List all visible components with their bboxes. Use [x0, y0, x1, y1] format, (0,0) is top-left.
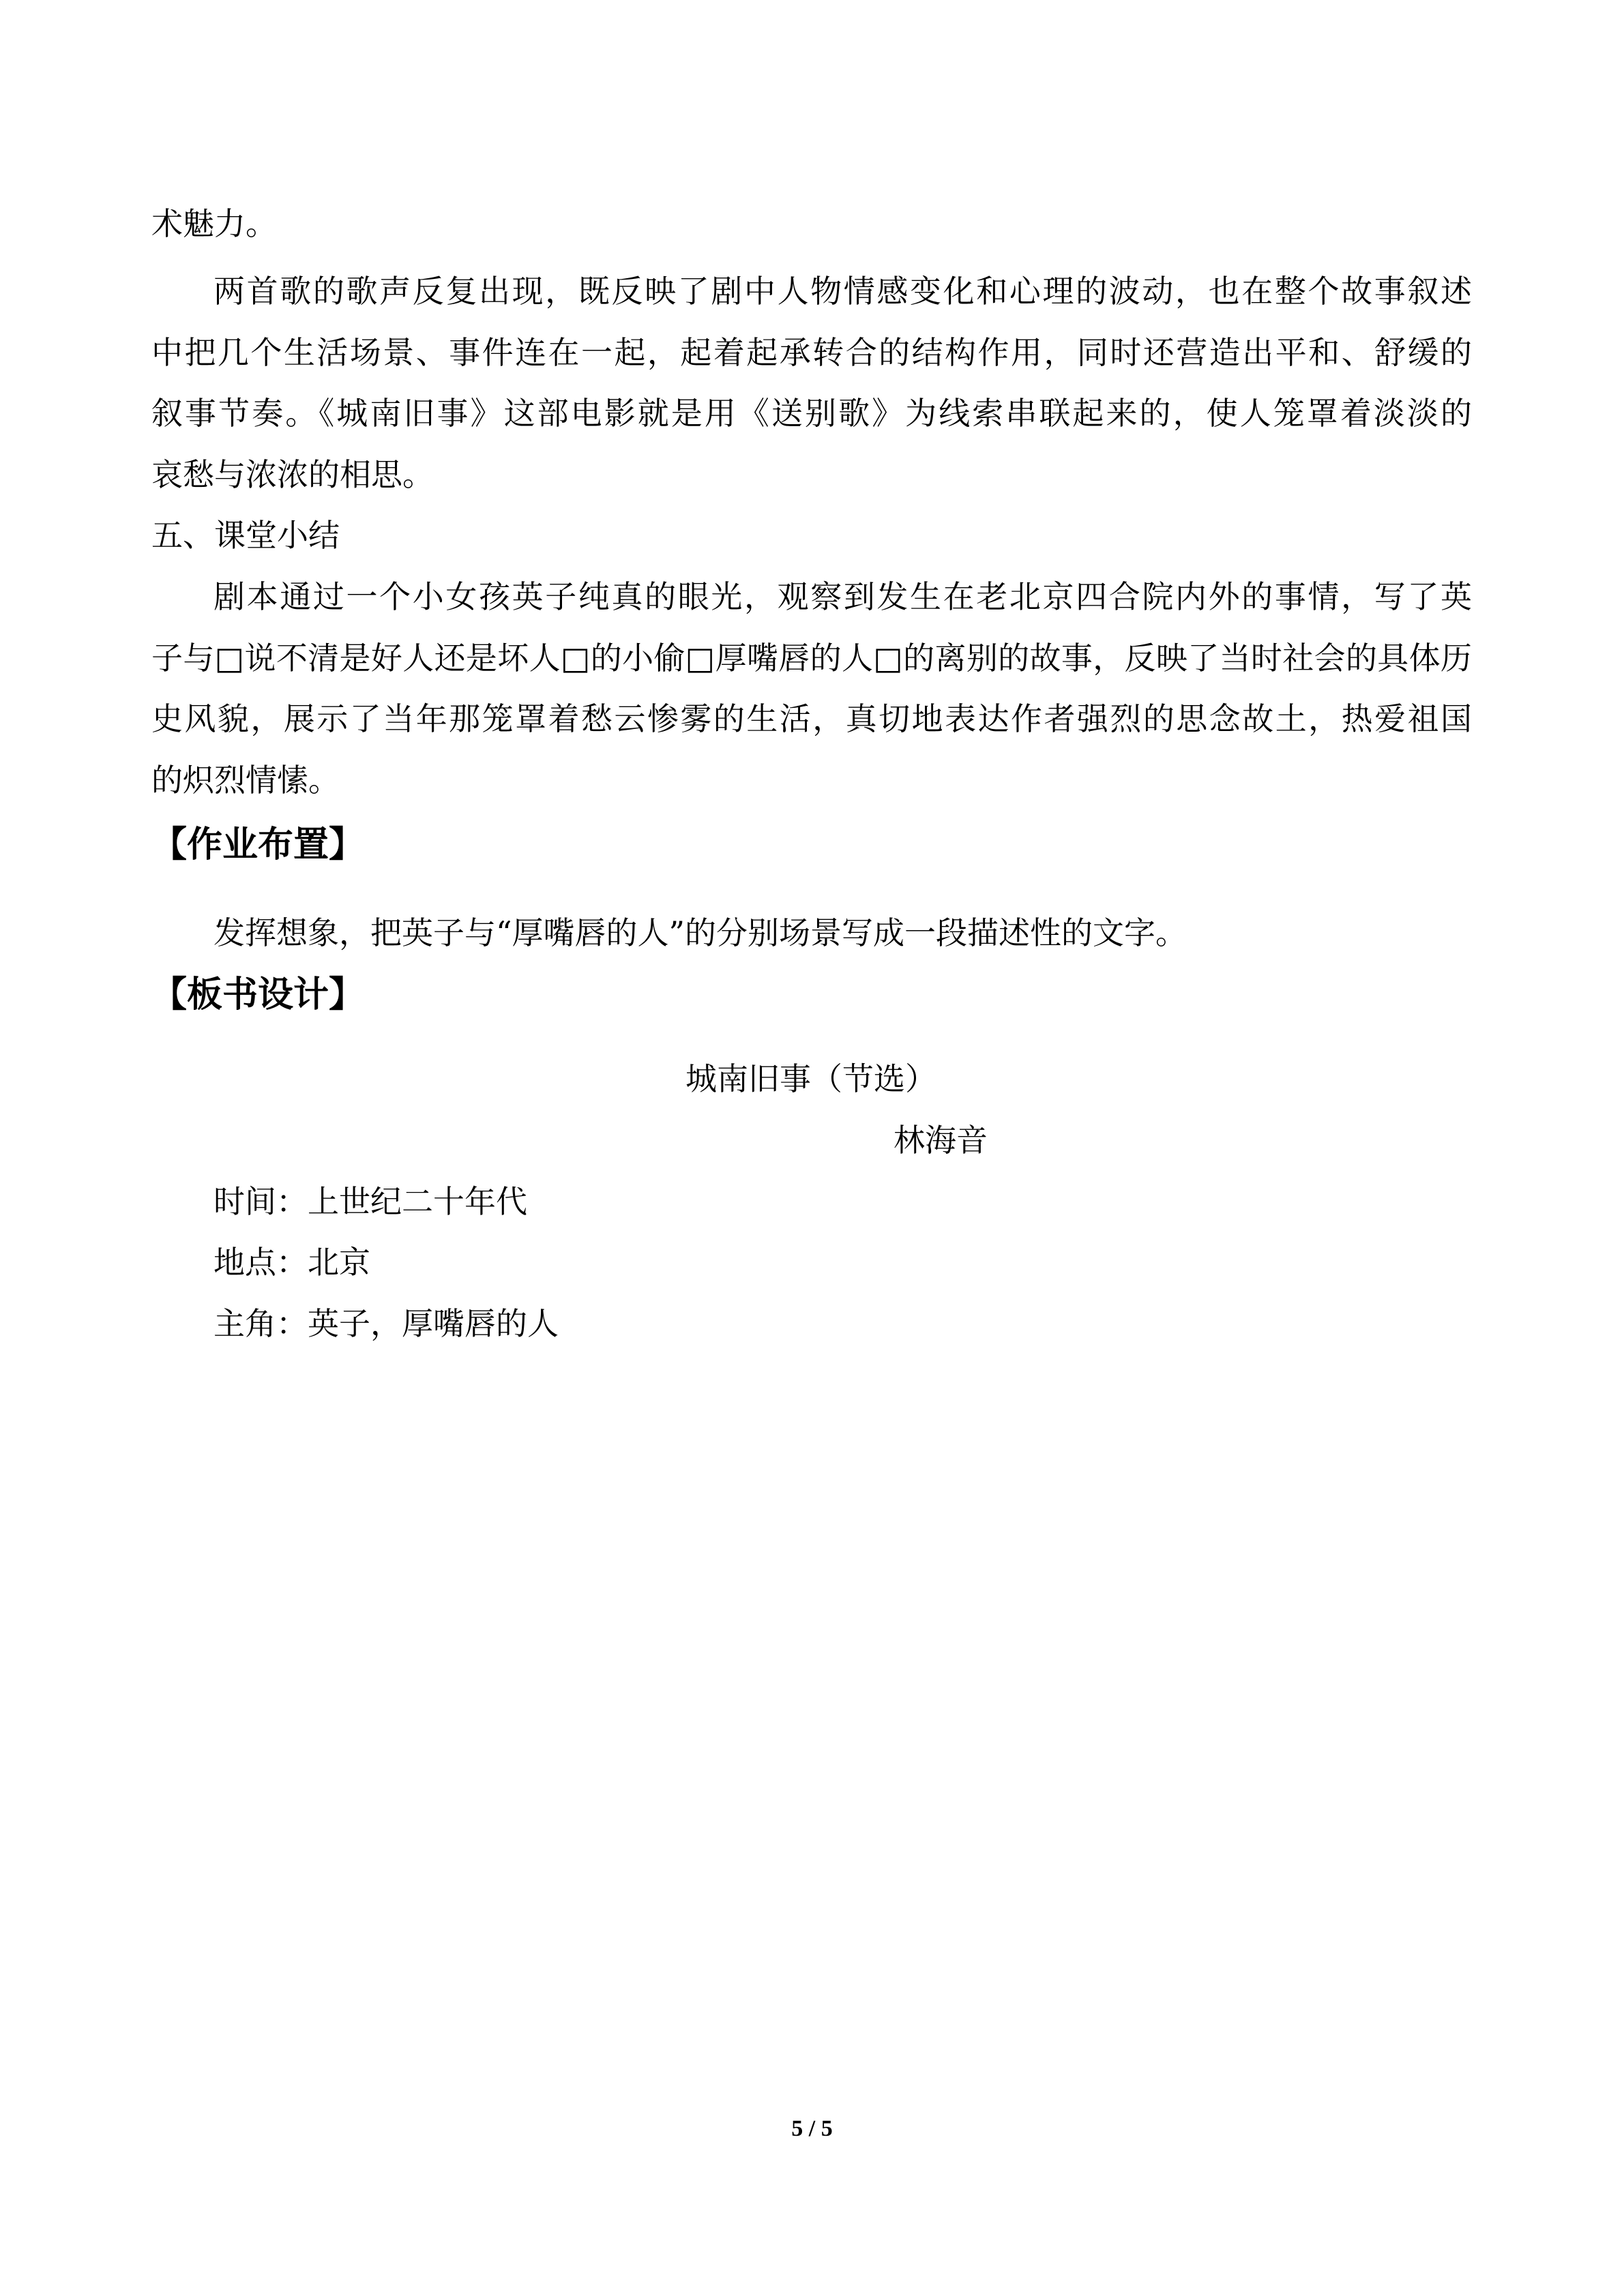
- section-title: 五、课堂小结: [151, 517, 340, 554]
- summary-line: 史风貌，展示了当年那笼罩着愁云惨雾的生活，真切地表达作者强烈的思念故土，热爱祖国: [151, 700, 1472, 737]
- paragraph-line: 术魅力。: [151, 205, 277, 242]
- board-item: 时间：上世纪二十年代: [213, 1183, 527, 1220]
- paragraph-line: 哀愁与浓浓的相思。: [151, 456, 434, 493]
- summary-line: 子与□说不清是好人还是坏人□的小偷□厚嘴唇的人□的离别的故事，反映了当时社会的具体历: [151, 640, 1472, 676]
- board-item: 主角：英子，厚嘴唇的人: [213, 1305, 559, 1342]
- homework-text: 发挥想象，把英子与“厚嘴唇的人”的分别场景写成一段描述性的文字。: [213, 914, 1187, 951]
- board-heading: 【板书设计】: [151, 974, 365, 1015]
- paragraph-line: 中把几个生活场景、事件连在一起，起着起承转合的结构作用，同时还营造出平和、舒缓的: [151, 334, 1472, 371]
- summary-line: 的炽烈情愫。: [151, 762, 340, 799]
- board-title: 城南旧事（节选）: [685, 1060, 936, 1097]
- paragraph-line: 叙事节奏。《城南旧事》这部电影就是用《送别歌》为线索串联起来的，使人笼罩着淡淡的: [151, 395, 1472, 432]
- page-number: 5 / 5: [791, 2116, 833, 2141]
- board-author: 林海音: [894, 1122, 988, 1159]
- paragraph-line: 两首歌的歌声反复出现，既反映了剧中人物情感变化和心理的波动，也在整个故事叙述: [213, 273, 1472, 310]
- board-item: 地点：北京: [213, 1244, 370, 1281]
- summary-line: 剧本通过一个小女孩英子纯真的眼光，观察到发生在老北京四合院内外的事情，写了英: [213, 578, 1472, 615]
- homework-heading: 【作业布置】: [151, 824, 365, 865]
